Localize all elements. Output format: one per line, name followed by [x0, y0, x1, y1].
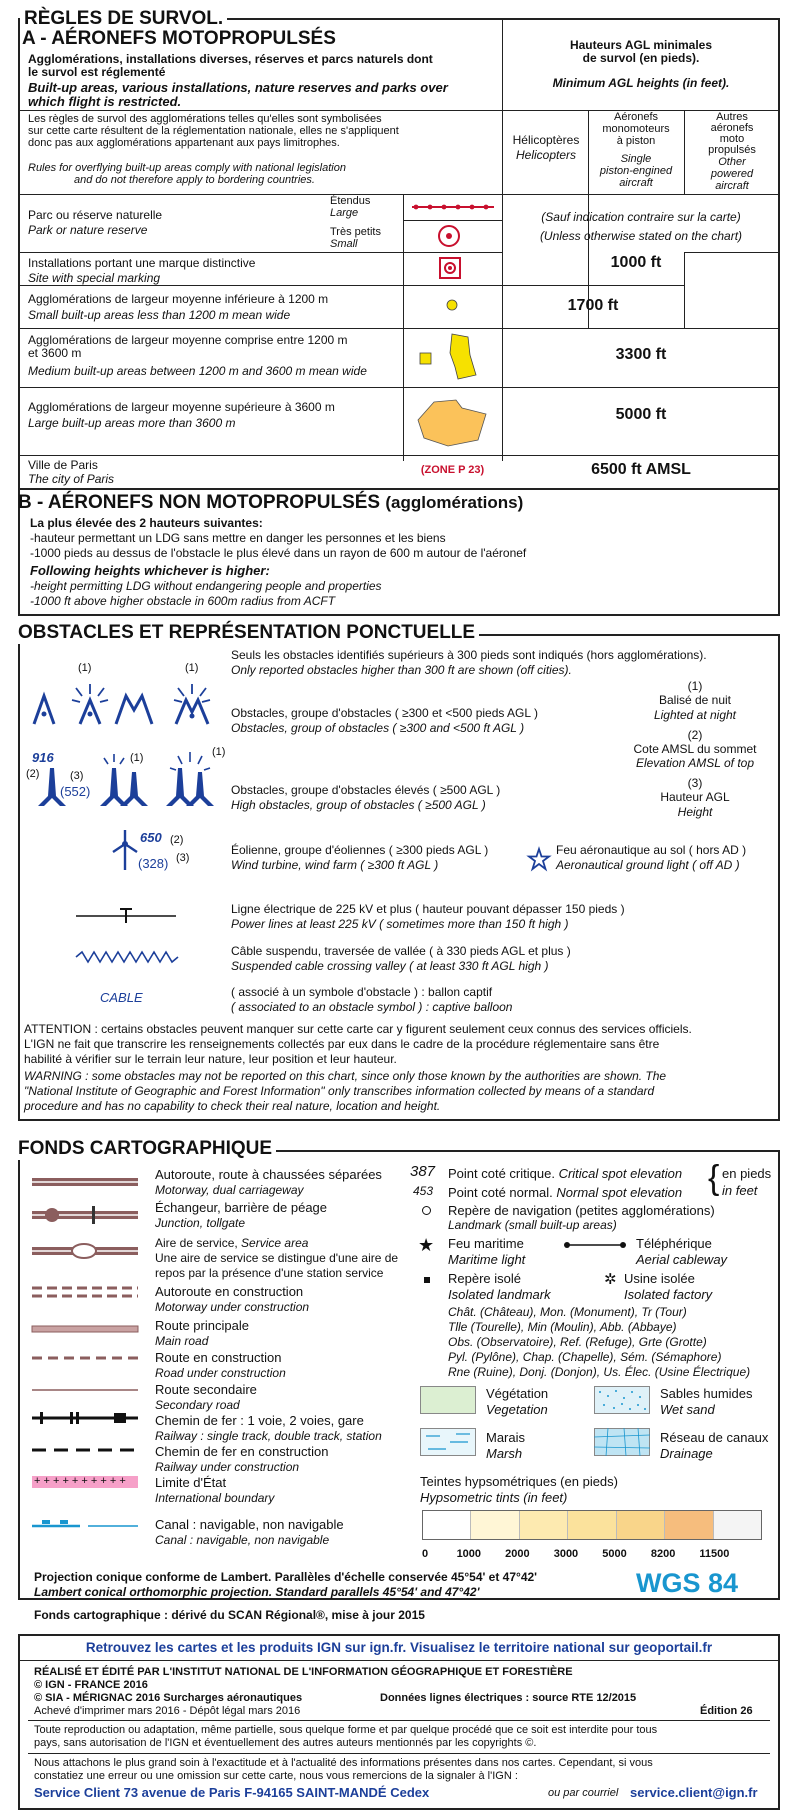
factory-en: Isolated factory [624, 1287, 713, 1302]
rules-en-2: and do not therefore apply to bordering countries. [74, 174, 315, 186]
small-ba-en: Small built-up areas less than 1200 m mean wide [28, 308, 291, 322]
light-en: Aeronautical ground light ( off AD ) [556, 858, 740, 872]
hgt-en: Height [677, 805, 713, 819]
regles-title: RÈGLES DE SURVOL. [20, 8, 227, 30]
elev-en: Elevation AMSL of top [635, 756, 755, 770]
email-link[interactable]: service.client@ign.fr [630, 1785, 758, 1800]
mw-constr-en: Motorway under construction [155, 1300, 310, 1314]
rail-constr-en: Railway under construction [155, 1460, 300, 1474]
height-552: (552) [60, 784, 91, 799]
note-3-legend: (3) [687, 776, 703, 790]
height-6500: 6500 ft AMSL [591, 461, 691, 478]
intro-en-1: Built-up areas, various installations, nature reserves and parks over [28, 80, 448, 95]
wet-sand-swatch [594, 1386, 650, 1414]
care-1: Nous attachons le plus grand soin à l'exactitude et à l'actualité des informations présentes dans nos cartes. Cependant, si vous [34, 1757, 653, 1769]
col-other-fr-3: moto [719, 133, 745, 145]
copyright-ign: © IGN - FRANCE 2016 [34, 1679, 148, 1691]
high-en: High obstacles, group of obstacles ( ≥500 AGL ) [231, 798, 486, 812]
tint-label: 5000 [602, 1548, 627, 1560]
large-ba-en: Large built-up areas more than 3600 m [28, 416, 236, 430]
attention-2: L'IGN ne fait que transcrire les renseignements collectés par eux dans le cadre de la procédure réglementaire sans être [24, 1037, 660, 1051]
spot-critical-fr: Point coté critique. [448, 1166, 555, 1181]
tele-en: Aerial cableway [636, 1252, 728, 1267]
park-small-icon [437, 224, 461, 248]
zone-p23: (ZONE P 23) [420, 464, 485, 476]
med-ba-fr-2: et 3600 m [28, 346, 82, 360]
b-head-fr: La plus élevée des 2 hauteurs suivantes: [30, 516, 263, 530]
note-1a: (1) [78, 662, 92, 674]
promo-text: Retrouvez les cartes et les produits IGN sur ign.fr. Visualisez le territoire national sur geoportail.fr [85, 1640, 713, 1655]
right-step-1 [684, 252, 780, 253]
note-2-wind: (2) [170, 834, 184, 846]
intro-fr-2: le survol est réglementé [28, 65, 166, 79]
en-pieds: en pieds [722, 1166, 772, 1181]
site-fr: Installations portant une marque distinctive [28, 256, 256, 270]
power-line-icon [76, 906, 176, 926]
note-2-high: (2) [26, 768, 40, 780]
abbr-3: Obs. (Observatoire), Ref. (Refuge), Grte (Grotte) [448, 1335, 707, 1349]
col-mono-en-3: aircraft [619, 177, 653, 189]
abbr-1: Chât. (Château), Mon. (Monument), Tr (Tour) [448, 1305, 687, 1319]
tint-swatch [616, 1511, 664, 1539]
brace-icon: { [708, 1159, 720, 1197]
rules-fr-1: Les règles de survol des agglomérations telles qu'elles sont symbolisées [28, 113, 382, 125]
service-fr-1: Aire de service, [155, 1236, 238, 1250]
obstacle-group-icons [30, 680, 220, 730]
spot-normal-line [448, 1185, 682, 1200]
tint-swatch [567, 1511, 615, 1539]
repro-1: Toute reproduction ou adaptation, même partielle, sous quelque forme et par quelque procédé que ce soit est interdite pour tous [34, 1724, 658, 1736]
warning-1: WARNING : some obstacles may not be reported on this chart, since only those known by the authorities are shown. The [24, 1069, 667, 1083]
service-en-1: Service area [241, 1236, 309, 1250]
row-divider-3 [18, 252, 502, 253]
large-fr: Étendus [330, 195, 371, 207]
svg-text:+ + + + + + + + + +: + + + + + + + + + + [34, 1475, 126, 1487]
tele-fr: Téléphérique [636, 1236, 712, 1251]
attention-3: habilité à vérifier sur le terrain leur nature, leur position et leur hauteur. [24, 1052, 397, 1066]
power-en: Power lines at least 225 kV ( sometimes more than 150 ft high ) [231, 917, 569, 931]
elev-650: 650 [140, 830, 162, 845]
note-3-high: (3) [70, 770, 84, 782]
height-1000: 1000 ft [610, 254, 662, 271]
rail-constr-fr: Chemin de fer en construction [155, 1444, 329, 1459]
balloon-en: ( associated to an obstacle symbol ) : captive balloon [231, 1000, 513, 1014]
main-en: Main road [155, 1334, 209, 1348]
section-b-title-main: B - AÉRONEFS NON MOTOPROPULSÉS [18, 492, 381, 513]
vegetation-swatch [420, 1386, 476, 1414]
footer-divider-2 [28, 1720, 770, 1721]
heights-en: Minimum AGL heights (in feet). [552, 76, 730, 90]
abbr-5: Rne (Ruine), Donj. (Donjon), Us. Élec. (Usine Électrique) [448, 1365, 751, 1379]
wind-turbine-icon [110, 828, 140, 872]
spot-critical-line [448, 1166, 682, 1181]
or-by-mail: ou par courriel [548, 1787, 619, 1799]
small-ba-fr: Agglomérations de largeur moyenne inférieure à 1200 m [28, 292, 329, 306]
rail-en: Railway : single track, double track, station [155, 1429, 382, 1443]
tint-label: 8200 [650, 1548, 676, 1560]
row-divider-8 [18, 488, 780, 490]
isol-en: Isolated landmark [448, 1287, 551, 1302]
col-other-fr-1: Autres [716, 111, 748, 123]
rules-fr-3: donc pas aux agglomérations appartenant aux pays limitrophes. [28, 137, 340, 149]
heights-fr-1: Hauteurs AGL minimales [569, 38, 713, 52]
road-constr-fr: Route en construction [155, 1350, 282, 1365]
height-328: (328) [138, 856, 169, 871]
med-ba-en: Medium built-up areas between 1200 m and 3600 m mean wide [28, 364, 367, 378]
height-1700: 1700 ft [567, 297, 619, 314]
paris-en: The city of Paris [28, 472, 115, 486]
spot-normal-en: Normal spot elevation [556, 1185, 683, 1200]
wind-en: Wind turbine, wind farm ( ≥300 ft AGL ) [231, 858, 439, 872]
tint-swatch [423, 1511, 470, 1539]
section-b-title-sub: (agglomérations) [385, 493, 524, 512]
section-b-title [18, 492, 523, 514]
col-mono-fr-1: Aéronefs [613, 111, 659, 123]
lit-en: Lighted at night [653, 708, 737, 722]
service-line-1 [155, 1236, 308, 1250]
col-heli-fr: Hélicoptères [512, 133, 580, 147]
b-fr-1: -hauteur permettant un LDG sans mettre en danger les personnes et les biens [30, 531, 446, 545]
nav-en: Landmark (small built-up areas) [448, 1218, 617, 1232]
small-fr: Très petits [330, 226, 381, 238]
col-other-en-3: aircraft [715, 180, 749, 192]
spot-normal-fr: Point coté normal. [448, 1185, 553, 1200]
isolated-landmark-icon [424, 1277, 430, 1283]
row-divider-5 [18, 328, 780, 329]
tint-label: 1000 [456, 1548, 482, 1560]
drain-fr: Réseau de canaux [660, 1430, 769, 1445]
col-other-en-1: Other [718, 156, 746, 168]
junction-fr: Échangeur, barrière de péage [155, 1200, 328, 1215]
veg-en: Vegetation [486, 1402, 548, 1417]
attention-1: ATTENTION : certains obstacles peuvent manquer sur cette carte car y figurent seulement ceux connus des services officiels. [24, 1022, 692, 1036]
service-fr-2: Une aire de service se distingue d'une aire de [155, 1251, 399, 1265]
row-divider-7 [18, 455, 780, 456]
warning-3: procedure and has no capability to check their real nature, location and height. [24, 1099, 441, 1113]
lit-fr: Balisé de nuit [658, 693, 732, 707]
spot-critical-value: 387 [410, 1163, 436, 1180]
abbr-4: Pyl. (Pylône), Chap. (Chapelle), Sém. (Sémaphore) [448, 1350, 722, 1364]
boundary-en: International boundary [155, 1491, 275, 1505]
height-5000: 5000 ft [615, 406, 667, 423]
marsh-en: Marsh [486, 1446, 523, 1461]
nav-circle-icon [422, 1206, 431, 1215]
park-fr: Parc ou réserve naturelle [28, 208, 163, 222]
col-other-fr-4: propulsés [708, 144, 756, 156]
junction-en: Junction, tollgate [155, 1216, 246, 1230]
sand-en: Wet sand [660, 1402, 715, 1417]
heights-fr-2: de survol (en pieds). [582, 51, 700, 65]
maritime-star-icon: ★ [418, 1235, 435, 1255]
nav-fr: Repère de navigation (petites agglomérations) [448, 1203, 715, 1218]
intro-en-2: which flight is restricted. [28, 94, 182, 109]
height-3300: 3300 ft [615, 346, 667, 363]
col-other-en-2: powered [710, 168, 754, 180]
only-en: Only reported obstacles higher than 300 ft are shown (off cities). [231, 663, 572, 677]
tints-en: Hypsometric tints (in feet) [420, 1490, 568, 1505]
main-fr: Route principale [155, 1318, 249, 1333]
b-head-en: Following heights whichever is higher: [30, 563, 270, 578]
balloon-fr: ( associé à un symbole d'obstacle ) : ballon captif [231, 985, 493, 999]
col-mono-en-1: Single [620, 153, 652, 165]
hypsometric-tint-labels [422, 1548, 762, 1564]
site-marking-icon [439, 257, 461, 279]
tint-swatch [470, 1511, 518, 1539]
unless-fr: (Sauf indication contraire sur la carte) [541, 210, 741, 224]
canal-en: Canal : navigable, non navigable [155, 1533, 330, 1547]
tint-label: 2000 [505, 1548, 530, 1560]
road-constr-en: Road under construction [155, 1366, 286, 1380]
rules-en-1: Rules for overflying built-up areas comply with national legislation [28, 162, 346, 174]
obs-fr: Obstacles, groupe d'obstacles ( ≥300 et <500 pieds AGL ) [231, 706, 538, 720]
tints-fr: Teintes hypsométriques (en pieds) [420, 1474, 618, 1489]
tint-swatch [713, 1511, 761, 1539]
abbr-2: Tlle (Tourelle), Min (Moulin), Abb. (Abbaye) [448, 1320, 677, 1334]
printed-date: Achevé d'imprimer mars 2016 - Dépôt légal mars 2016 [34, 1705, 301, 1717]
note-2-legend: (2) [687, 728, 703, 742]
unless-en: (Unless otherwise stated on the chart) [539, 229, 743, 243]
fonds-title: FONDS CARTOGRAPHIQUE [14, 1138, 276, 1160]
park-large-icon [410, 200, 496, 214]
footer-divider-3 [28, 1753, 770, 1754]
note-3-wind: (3) [176, 852, 190, 864]
elev-916: 916 [32, 750, 54, 765]
note-1-high-b: (1) [212, 746, 226, 758]
drainage-swatch [594, 1428, 650, 1456]
large-en: Large [330, 207, 359, 219]
tint-swatch [519, 1511, 567, 1539]
wgs84-label: WGS 84 [636, 1568, 739, 1598]
rte-source: Données lignes électriques : source RTE 12/2015 [380, 1692, 637, 1704]
maritime-en: Maritime light [448, 1252, 526, 1267]
rules-fr-2: sur cette carte résultent de la réglementation nationale, elles ne s'appliquent [28, 125, 399, 137]
made-by: RÉALISÉ ET ÉDITÉ PAR L'INSTITUT NATIONAL DE L'INFORMATION GÉOGRAPHIQUE ET FORESTIÈRE [34, 1666, 573, 1678]
maritime-fr: Feu maritime [448, 1236, 524, 1251]
boundary-fr: Limite d'État [155, 1475, 227, 1490]
paris-fr: Ville de Paris [28, 458, 98, 472]
sand-fr: Sables humides [660, 1386, 753, 1401]
cable-fr: Câble suspendu, traversée de vallée ( à 330 pieds AGL et plus ) [231, 944, 571, 958]
motorway-fr: Autoroute, route à chaussées séparées [155, 1167, 382, 1182]
isol-fr: Repère isolé [448, 1271, 521, 1286]
suspended-cable-icon [76, 950, 180, 964]
large-ba-fr: Agglomérations de largeur moyenne supérieure à 3600 m [28, 400, 335, 414]
footer-divider-1 [18, 1660, 780, 1661]
factory-icon: ✲ [604, 1271, 617, 1288]
note-1-high-a: (1) [130, 752, 144, 764]
park-en: Park or nature reserve [28, 223, 148, 237]
spot-critical-en: Critical spot elevation [558, 1166, 683, 1181]
site-en: Site with special marking [28, 271, 161, 285]
canal-fr: Canal : navigable, non navigable [155, 1517, 344, 1532]
light-fr: Feu aéronautique au sol ( hors AD ) [556, 843, 747, 857]
medium-ba-icon [418, 331, 488, 381]
mw-constr-fr: Autoroute en construction [155, 1284, 304, 1299]
col-mono-fr-3: à piston [616, 135, 656, 147]
secondary-en: Secondary road [155, 1398, 240, 1412]
med-ba-fr-1: Agglomérations de largeur moyenne comprise entre 1200 m [28, 333, 348, 347]
marsh-fr: Marais [486, 1430, 526, 1445]
tint-swatch [664, 1511, 712, 1539]
elev-fr: Cote AMSL du sommet [633, 742, 757, 756]
hgt-fr: Hauteur AGL [660, 790, 730, 804]
small-en: Small [330, 238, 358, 250]
obstacles-title: OBSTACLES ET REPRÉSENTATION PONCTUELLE [14, 622, 479, 644]
b-en-1: -height permitting LDG without endangering people and properties [30, 579, 382, 593]
col-other-fr-2: aéronefs [710, 122, 754, 134]
note-1b: (1) [185, 662, 199, 674]
marsh-swatch [420, 1428, 476, 1456]
edition: Édition 26 [700, 1705, 753, 1717]
row-divider-2 [18, 194, 780, 195]
drain-en: Drainage [660, 1446, 713, 1461]
col-mono-fr-2: monomoteurs [602, 123, 670, 135]
small-ba-icon [446, 299, 458, 311]
section-a-title: A - AÉRONEFS MOTOPROPULSÉS [22, 28, 336, 49]
proj-en: Lambert conical orthomorphic projection. Standard parallels 45°54' and 47°42' [34, 1585, 480, 1599]
secondary-fr: Route secondaire [155, 1382, 257, 1397]
b-fr-2: -1000 pieds au dessus de l'obstacle le plus élevé dans un rayon de 600 m autour de l'aéronef [30, 546, 527, 560]
b-en-2: -1000 ft above higher obstacle in 600m radius from ACFT [30, 594, 336, 608]
only-fr: Seuls les obstacles identifiés supérieurs à 300 pieds sont indiqués (hors agglomérations). [231, 648, 707, 662]
right-step-vline [684, 252, 685, 328]
proj-fr: Projection conique conforme de Lambert. Parallèles d'échelle conservée 45°54' et 47°42' [34, 1570, 538, 1584]
col-heli-en: Helicopters [515, 148, 577, 162]
tint-label: 3000 [553, 1548, 579, 1560]
obs-en: Obstacles, group of obstacles ( ≥300 and <500 ft AGL ) [231, 721, 525, 735]
intro-fr-1: Agglomérations, installations diverses, réserves et parcs naturels dont [28, 52, 433, 66]
col-mono-en-2: piston-engined [599, 165, 673, 177]
hypsometric-tint-bar [422, 1510, 762, 1540]
high-fr: Obstacles, groupe d'obstacles élevés ( ≥500 AGL ) [231, 783, 501, 797]
care-2: constatiez une erreur ou une omission sur cette carte, nous vous remercions de la signaler à l'IGN : [34, 1770, 518, 1782]
service-address: Service Client 73 avenue de Paris F-94165 SAINT-MANDÉ Cedex [34, 1785, 430, 1800]
scan-source: Fonds cartographique : dérivé du SCAN Régional®, mise à jour 2015 [34, 1608, 425, 1622]
in-feet: in feet [722, 1183, 758, 1198]
cable-label: CABLE [100, 990, 143, 1005]
factory-fr: Usine isolée [624, 1271, 695, 1286]
repro-2: pays, sans autorisation de l'IGN et éventuellement des autres auteurs mentionnés par les copyrights ©. [34, 1737, 537, 1749]
large-ba-icon [414, 392, 490, 450]
spot-normal-value: 453 [413, 1184, 434, 1198]
rail-fr: Chemin de fer : 1 voie, 2 voies, gare [155, 1413, 364, 1428]
motorway-en: Motorway, dual carriageway [155, 1183, 304, 1197]
tint-label: 11500 [699, 1548, 730, 1560]
road-legend-icons [30, 1168, 142, 1568]
copyright-sia: © SIA - MÉRIGNAC 2016 Surcharges aéronautiques [34, 1692, 303, 1704]
tint-label: 0 [422, 1548, 429, 1560]
cableway-icon [563, 1240, 627, 1250]
power-fr: Ligne électrique de 225 kV et plus ( hauteur pouvant dépasser 150 pieds ) [231, 902, 625, 916]
service-fr-3: repos par la présence d'une station service [155, 1266, 384, 1280]
ground-light-star-icon [528, 848, 550, 870]
cable-en: Suspended cable crossing valley ( at least 330 ft AGL high ) [231, 959, 549, 973]
note-1-legend: (1) [687, 679, 703, 693]
row-divider-6 [18, 387, 780, 388]
park-symbol-divider [403, 220, 502, 221]
wind-fr: Éolienne, groupe d'éoliennes ( ≥300 pieds AGL ) [231, 843, 489, 857]
row-divider-4 [18, 285, 684, 286]
veg-fr: Végétation [486, 1386, 549, 1401]
high-obstacle-icons [36, 750, 226, 810]
warning-2: "National Institute of Geographic and Forest Information" only transcribes information collected by means of a standard [24, 1084, 655, 1098]
